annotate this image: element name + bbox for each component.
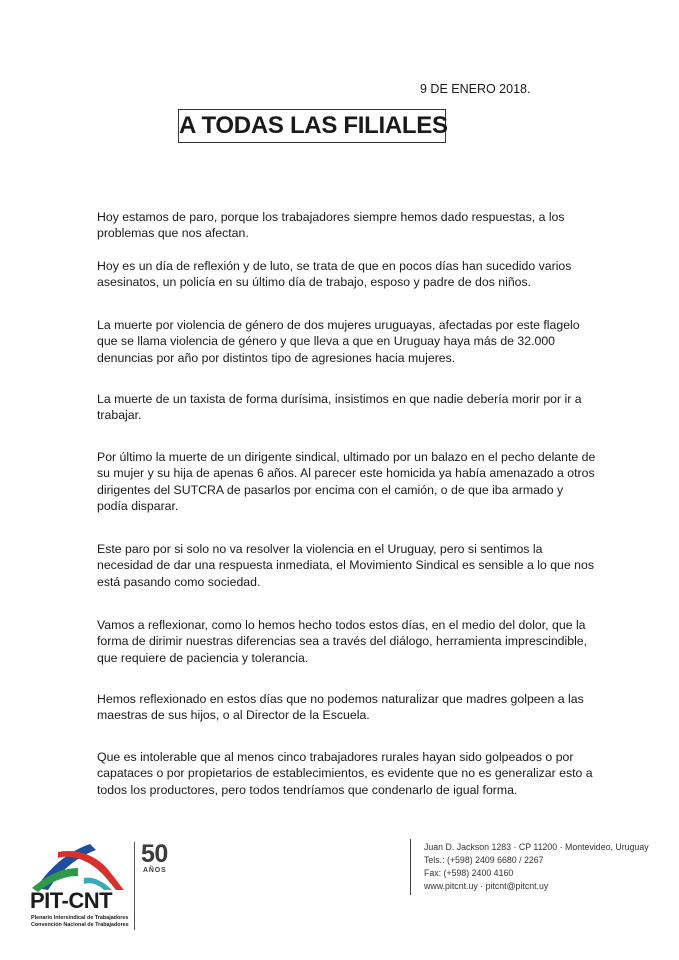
logo-subtitle: Plenario Intersindical de Trabajadores	[31, 915, 129, 921]
contact-address: Juan D. Jackson 1283 · CP 11200 · Montevideo, Uruguay	[424, 842, 649, 852]
paragraph: La muerte por violencia de género de dos mujeres uruguayas, afectadas por este flagelo que se llama violencia de género y que lleva a que en Uruguay haya más de 32.000 denuncias por año por distintos tipo de agresiones hacia mujeres.	[97, 318, 580, 365]
paragraph: Vamos a reflexionar, como lo hemos hecho todos estos días, en el medio del dolor, que la forma de dirimir nuestras diferencias sea a través del diálogo, herramienta imprescindible, que requiere de paciencia y tolerancia.	[97, 618, 588, 665]
document-date: 9 DE ENERO 2018.	[420, 82, 531, 96]
anniversary-number: 50	[141, 840, 168, 868]
paragraph: La muerte de un taxista de forma durísima, insistimos en que nadie debería morir por ir a trabajar.	[97, 392, 582, 423]
contact-phones: Tels.: (+598) 2409 6680 / 2267	[424, 855, 544, 865]
contact-fax: Fax: (+598) 2400 4160	[424, 868, 514, 878]
paragraph: Hoy es un día de reflexión y de luto, se trata de que en pocos días han sucedido varios asesinatos, un policía en su último día de trabajo, esposo y padre de dos niños.	[97, 259, 572, 290]
paragraph: Este paro por si solo no va resolver la violencia en el Uruguay, pero si sentimos la necesidad de dar una respuesta inmediata, el Movimiento Sindical es sensible a lo que nos está pasando como sociedad.	[97, 542, 594, 589]
paragraph: Que es intolerable que al menos cinco trabajadores rurales hayan sido golpeados o por capataces o por propietarios de establecimientos, es evidente que no es generalizar esto a todos los productores, pero todos tendríamos que condenarlo de igual forma.	[97, 750, 593, 797]
logo-subtitle: Convención Nacional de Trabajadores	[31, 922, 129, 928]
logo-name: PIT-CNT	[30, 888, 113, 913]
paragraph: Hoy estamos de paro, porque los trabajadores siempre hemos dado respuestas, a los problemas que nos afectan.	[97, 210, 565, 241]
paragraph: Por último la muerte de un dirigente sindical, ultimado por un balazo en el pecho delante de su mujer y su hija de apenas 6 años. Al parecer este homicida ya había amenazado a otros dirigentes del SUTCRA de pasarlos por encima con el camión, o de que iba armado y podía disparar.	[97, 450, 596, 513]
divider	[134, 842, 135, 930]
paragraph: Hemos reflexionado en estos días que no podemos naturalizar que madres golpeen a las maestras de sus hijos, o al Director de la Escuela.	[97, 692, 584, 723]
document-title: A TODAS LAS FILIALES	[178, 109, 446, 143]
contact-web: www.pitcnt.uy · pitcnt@pitcnt.uy	[424, 881, 549, 891]
divider	[410, 839, 411, 895]
anniversary-word: AÑOS	[143, 867, 167, 874]
